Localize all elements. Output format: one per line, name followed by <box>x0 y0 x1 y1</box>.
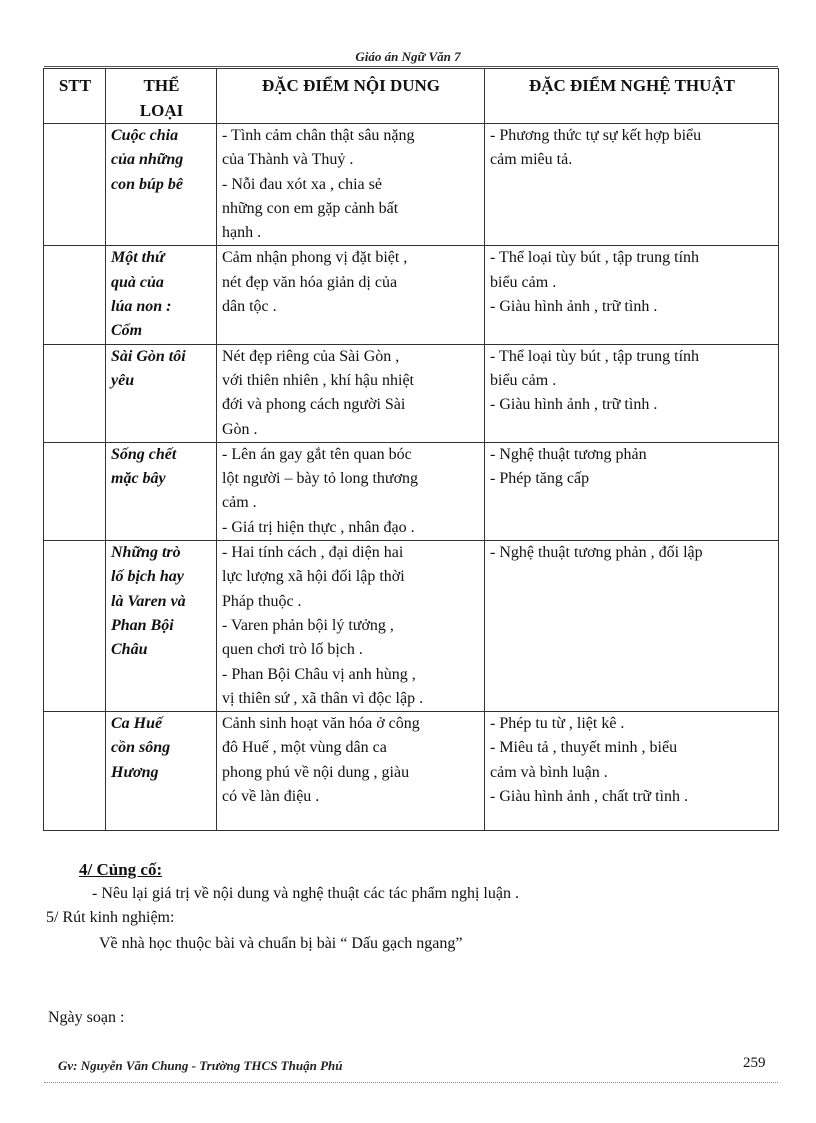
genre-cell <box>106 124 217 246</box>
content-cell <box>217 246 485 344</box>
section-5-title: 5/ Rút kinh nghiệm: <box>46 909 175 926</box>
genre-cell-line: Ca Huế <box>111 715 163 733</box>
content-cell <box>217 712 485 831</box>
art-cell-line: - Phép tu từ , liệt kê . <box>490 715 625 733</box>
table-row <box>44 712 779 831</box>
art-cell-line: biểu cảm . <box>490 273 557 291</box>
header-rule <box>44 66 778 67</box>
content-cell-line: với thiên nhiên , khí hậu nhiệt <box>222 371 414 389</box>
page-header-title: Giáo án Ngữ Văn 7 <box>355 49 461 64</box>
art-cell <box>485 442 779 540</box>
content-cell-line: - Varen phản bội lý tưởng , <box>222 616 394 634</box>
stt-cell <box>44 541 106 712</box>
genre-cell-line: quà của <box>111 273 164 291</box>
genre-cell-line: yêu <box>111 371 135 389</box>
content-cell-line: - Giá trị hiện thực , nhân đạo . <box>222 518 415 536</box>
literature-summary-table <box>43 68 779 831</box>
genre-cell <box>106 442 217 540</box>
content-cell-line: cảm . <box>222 494 257 512</box>
content-cell-line: lực lượng xã hội đối lập thời <box>222 568 405 586</box>
stt-cell <box>44 712 106 831</box>
date-label: Ngày soạn : <box>48 1009 125 1026</box>
genre-cell-line: lố bịch hay <box>111 568 184 586</box>
art-cell-line: - Giàu hình ảnh , trữ tình . <box>490 396 658 414</box>
content-cell <box>217 124 485 246</box>
genre-cell-line: Châu <box>111 641 148 659</box>
section-4-title: 4/ Củng cố: <box>79 860 163 879</box>
stt-cell <box>44 246 106 344</box>
art-cell-line: - Nghệ thuật tương phản <box>490 445 647 463</box>
table-row <box>44 246 779 344</box>
art-cell-line: - Giàu hình ảnh , trữ tình . <box>490 298 658 316</box>
content-cell-line: lột người – bày tỏ long thương <box>222 470 419 488</box>
column-header-stt: STT <box>44 69 106 124</box>
genre-cell-line: Cuộc chia <box>111 127 179 144</box>
genre-cell <box>106 344 217 442</box>
art-cell-line: - Miêu tả , thuyết minh , biểu <box>490 739 678 757</box>
content-cell-line: Pháp thuộc . <box>222 592 302 610</box>
content-cell-line: của Thành và Thuỷ . <box>222 151 354 169</box>
table-header-row <box>44 69 779 124</box>
content-cell-line: đới và phong cách người Sài <box>222 396 406 414</box>
content-cell-line: Nét đẹp riêng của Sài Gòn , <box>222 347 400 365</box>
genre-cell <box>106 246 217 344</box>
content-cell-line: - Tình cảm chân thật sâu nặng <box>222 127 415 144</box>
art-cell <box>485 344 779 442</box>
content-cell-line: phong phú về nội dung , giàu <box>222 763 410 781</box>
stt-cell <box>44 344 106 442</box>
table-row <box>44 124 779 246</box>
art-cell-line: - Thể loại tùy bút , tập trung tính <box>490 249 700 267</box>
table-row <box>44 442 779 540</box>
genre-cell-line: Cốm <box>111 322 143 340</box>
genre-cell-line: lúa non : <box>111 298 172 316</box>
art-cell <box>485 124 779 246</box>
art-cell-line: - Nghệ thuật tương phản , đối lập <box>490 544 703 562</box>
content-cell-line: vị thiên sứ , xã thân vì độc lập . <box>222 689 424 707</box>
content-cell-line: những con em gặp cảnh bất <box>222 199 399 217</box>
column-header-genre: THỂ LOẠI <box>106 69 217 124</box>
table-row <box>44 344 779 442</box>
content-cell-line: đô Huế , một vùng dân ca <box>222 739 387 757</box>
art-cell <box>485 246 779 344</box>
stt-cell <box>44 442 106 540</box>
genre-cell <box>106 541 217 712</box>
content-cell-line: nét đẹp văn hóa giản dị của <box>222 273 398 291</box>
content-cell-line: - Phan Bội Châu vị anh hùng , <box>222 665 416 683</box>
art-cell-line: - Thể loại tùy bút , tập trung tính <box>490 347 700 365</box>
art-cell-line: cảm miêu tả. <box>490 151 573 169</box>
art-cell-line: - Phương thức tự sự kết hợp biểu <box>490 127 702 144</box>
content-cell <box>217 344 485 442</box>
content-cell-line: hạnh . <box>222 224 262 242</box>
genre-cell-line: con búp bê <box>111 175 183 193</box>
content-cell-line: có về làn điệu . <box>222 788 320 806</box>
art-cell <box>485 541 779 712</box>
content-cell-line: Cảnh sinh hoạt văn hóa ở công <box>222 715 420 733</box>
content-cell-line: quen chơi trò lố bịch . <box>222 641 363 659</box>
art-cell-line: - Phép tăng cấp <box>490 470 590 488</box>
art-cell-line: - Giàu hình ảnh , chất trữ tình . <box>490 788 688 806</box>
art-cell <box>485 712 779 831</box>
table-body <box>44 124 779 831</box>
genre-cell-line: Một thứ <box>111 249 165 267</box>
column-header-art: ĐẶC ĐIỂM NGHỆ THUẬT <box>485 69 779 124</box>
content-cell-line: dân tộc . <box>222 298 277 316</box>
genre-cell-line: của những <box>111 151 184 169</box>
content-cell <box>217 541 485 712</box>
stt-cell <box>44 124 106 246</box>
art-cell-line: biểu cảm . <box>490 371 557 389</box>
content-cell-line: - Lên án gay gắt tên quan bóc <box>222 445 412 463</box>
genre-cell-line: cồn sông <box>111 739 171 757</box>
table-row <box>44 541 779 712</box>
genre-cell-line: Những trò <box>111 544 181 562</box>
page-number: 259 <box>743 1055 766 1071</box>
content-cell-line: - Hai tính cách , đại diện hai <box>222 544 404 562</box>
genre-cell-line: Sống chết <box>111 445 177 463</box>
section-4-line: - Nêu lại giá trị về nội dung và nghệ thuật các tác phẩm nghị luận . <box>92 885 519 902</box>
genre-cell-line: Phan Bội <box>111 616 174 634</box>
content-cell <box>217 442 485 540</box>
genre-cell <box>106 712 217 831</box>
genre-cell-line: Hương <box>111 763 159 781</box>
content-cell-line: - Nỗi đau xót xa , chia sẻ <box>222 175 382 193</box>
art-cell-line: cảm và bình luận . <box>490 763 608 781</box>
genre-cell-line: mặc bây <box>111 470 166 488</box>
section-5-line: Về nhà học thuộc bài và chuẩn bị bài “ Dấu gạch ngang” <box>99 935 463 952</box>
genre-cell-line: là Varen và <box>111 592 186 610</box>
content-cell-line: Gòn . <box>222 420 258 438</box>
footer-author: Gv: Nguyễn Văn Chung - Trường THCS Thuận Phú <box>58 1058 343 1073</box>
column-header-content: ĐẶC ĐIỂM NỘI DUNG <box>217 69 485 124</box>
footer-rule <box>44 1082 778 1083</box>
content-cell-line: Cảm nhận phong vị đặt biệt , <box>222 249 408 267</box>
genre-cell-line: Sài Gòn tôi <box>111 347 186 365</box>
